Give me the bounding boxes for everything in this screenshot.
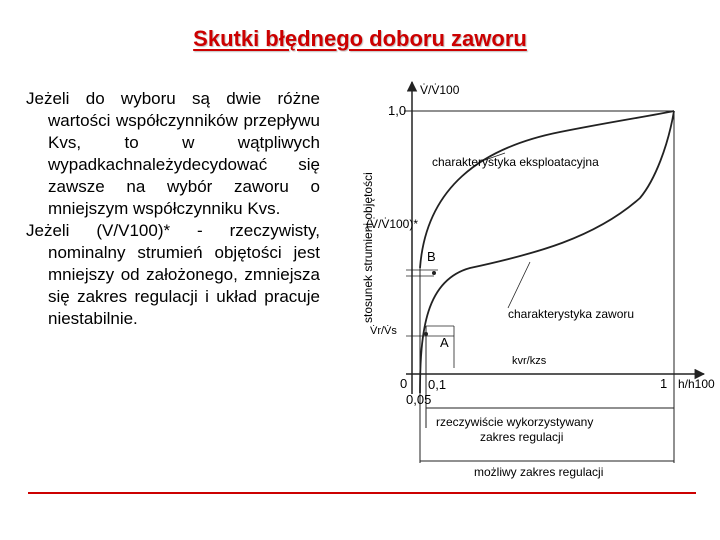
y-axis-title: stosunek strumieni objętości [361,172,375,323]
range-actual-line2: zakres regulacji [480,430,564,444]
y-star-label: (V̇/V̇100)* [366,217,419,231]
range-actual-line1: rzeczywiście wykorzystywany [436,415,594,429]
kv-ratio-label: kvr/kzs [512,355,547,367]
bottom-divider [28,492,696,494]
y-ratio-label: V̇r/V̇s [370,325,397,337]
valve-characteristic-curve [420,111,674,393]
range-possible-label: możliwy zakres regulacji [474,465,604,479]
point-a-label: A [440,335,449,350]
y-top-label: V̇/V̇100 [420,83,460,97]
tick-y-1: 1,0 [388,103,407,118]
valve-leader [508,262,530,308]
valve-characteristic-figure [330,68,715,479]
tick-x-01: 0,1 [428,377,447,392]
curve-operating-label: charakterystyka eksploatacyjna [432,155,599,169]
curve-valve-label: charakterystyka zaworu [508,307,635,321]
tick-x-005: 0,05 [406,392,432,407]
tick-y-0: 0 [400,376,408,391]
paragraph-flow-consequence: Jeżeli (V/V100)* - rzeczywisty, nominalny strumień objętości jest mniejszy od założonego, zmniejsza się zakres regulacji i układ pracuje niestabilnie. [26,221,320,328]
point-b-mark [432,271,436,275]
slide-title: Skutki błędnego doboru zaworu [193,26,527,51]
point-a-mark [424,332,428,336]
body-text [26,88,320,330]
x-axis-label: h/h100 [678,377,715,391]
point-b-label: B [427,249,436,264]
paragraph-kvs-choice: Jeżeli do wyboru są dwie różne wartości współczynników przepływu Kvs, to w wątpliwych wypadkachnależydecydować się zawsze na wybór zaworu o mniejszym współczynniku Kvs. [26,89,320,218]
operating-characteristic-curve [420,111,674,268]
tick-x-1: 1 [660,376,668,391]
